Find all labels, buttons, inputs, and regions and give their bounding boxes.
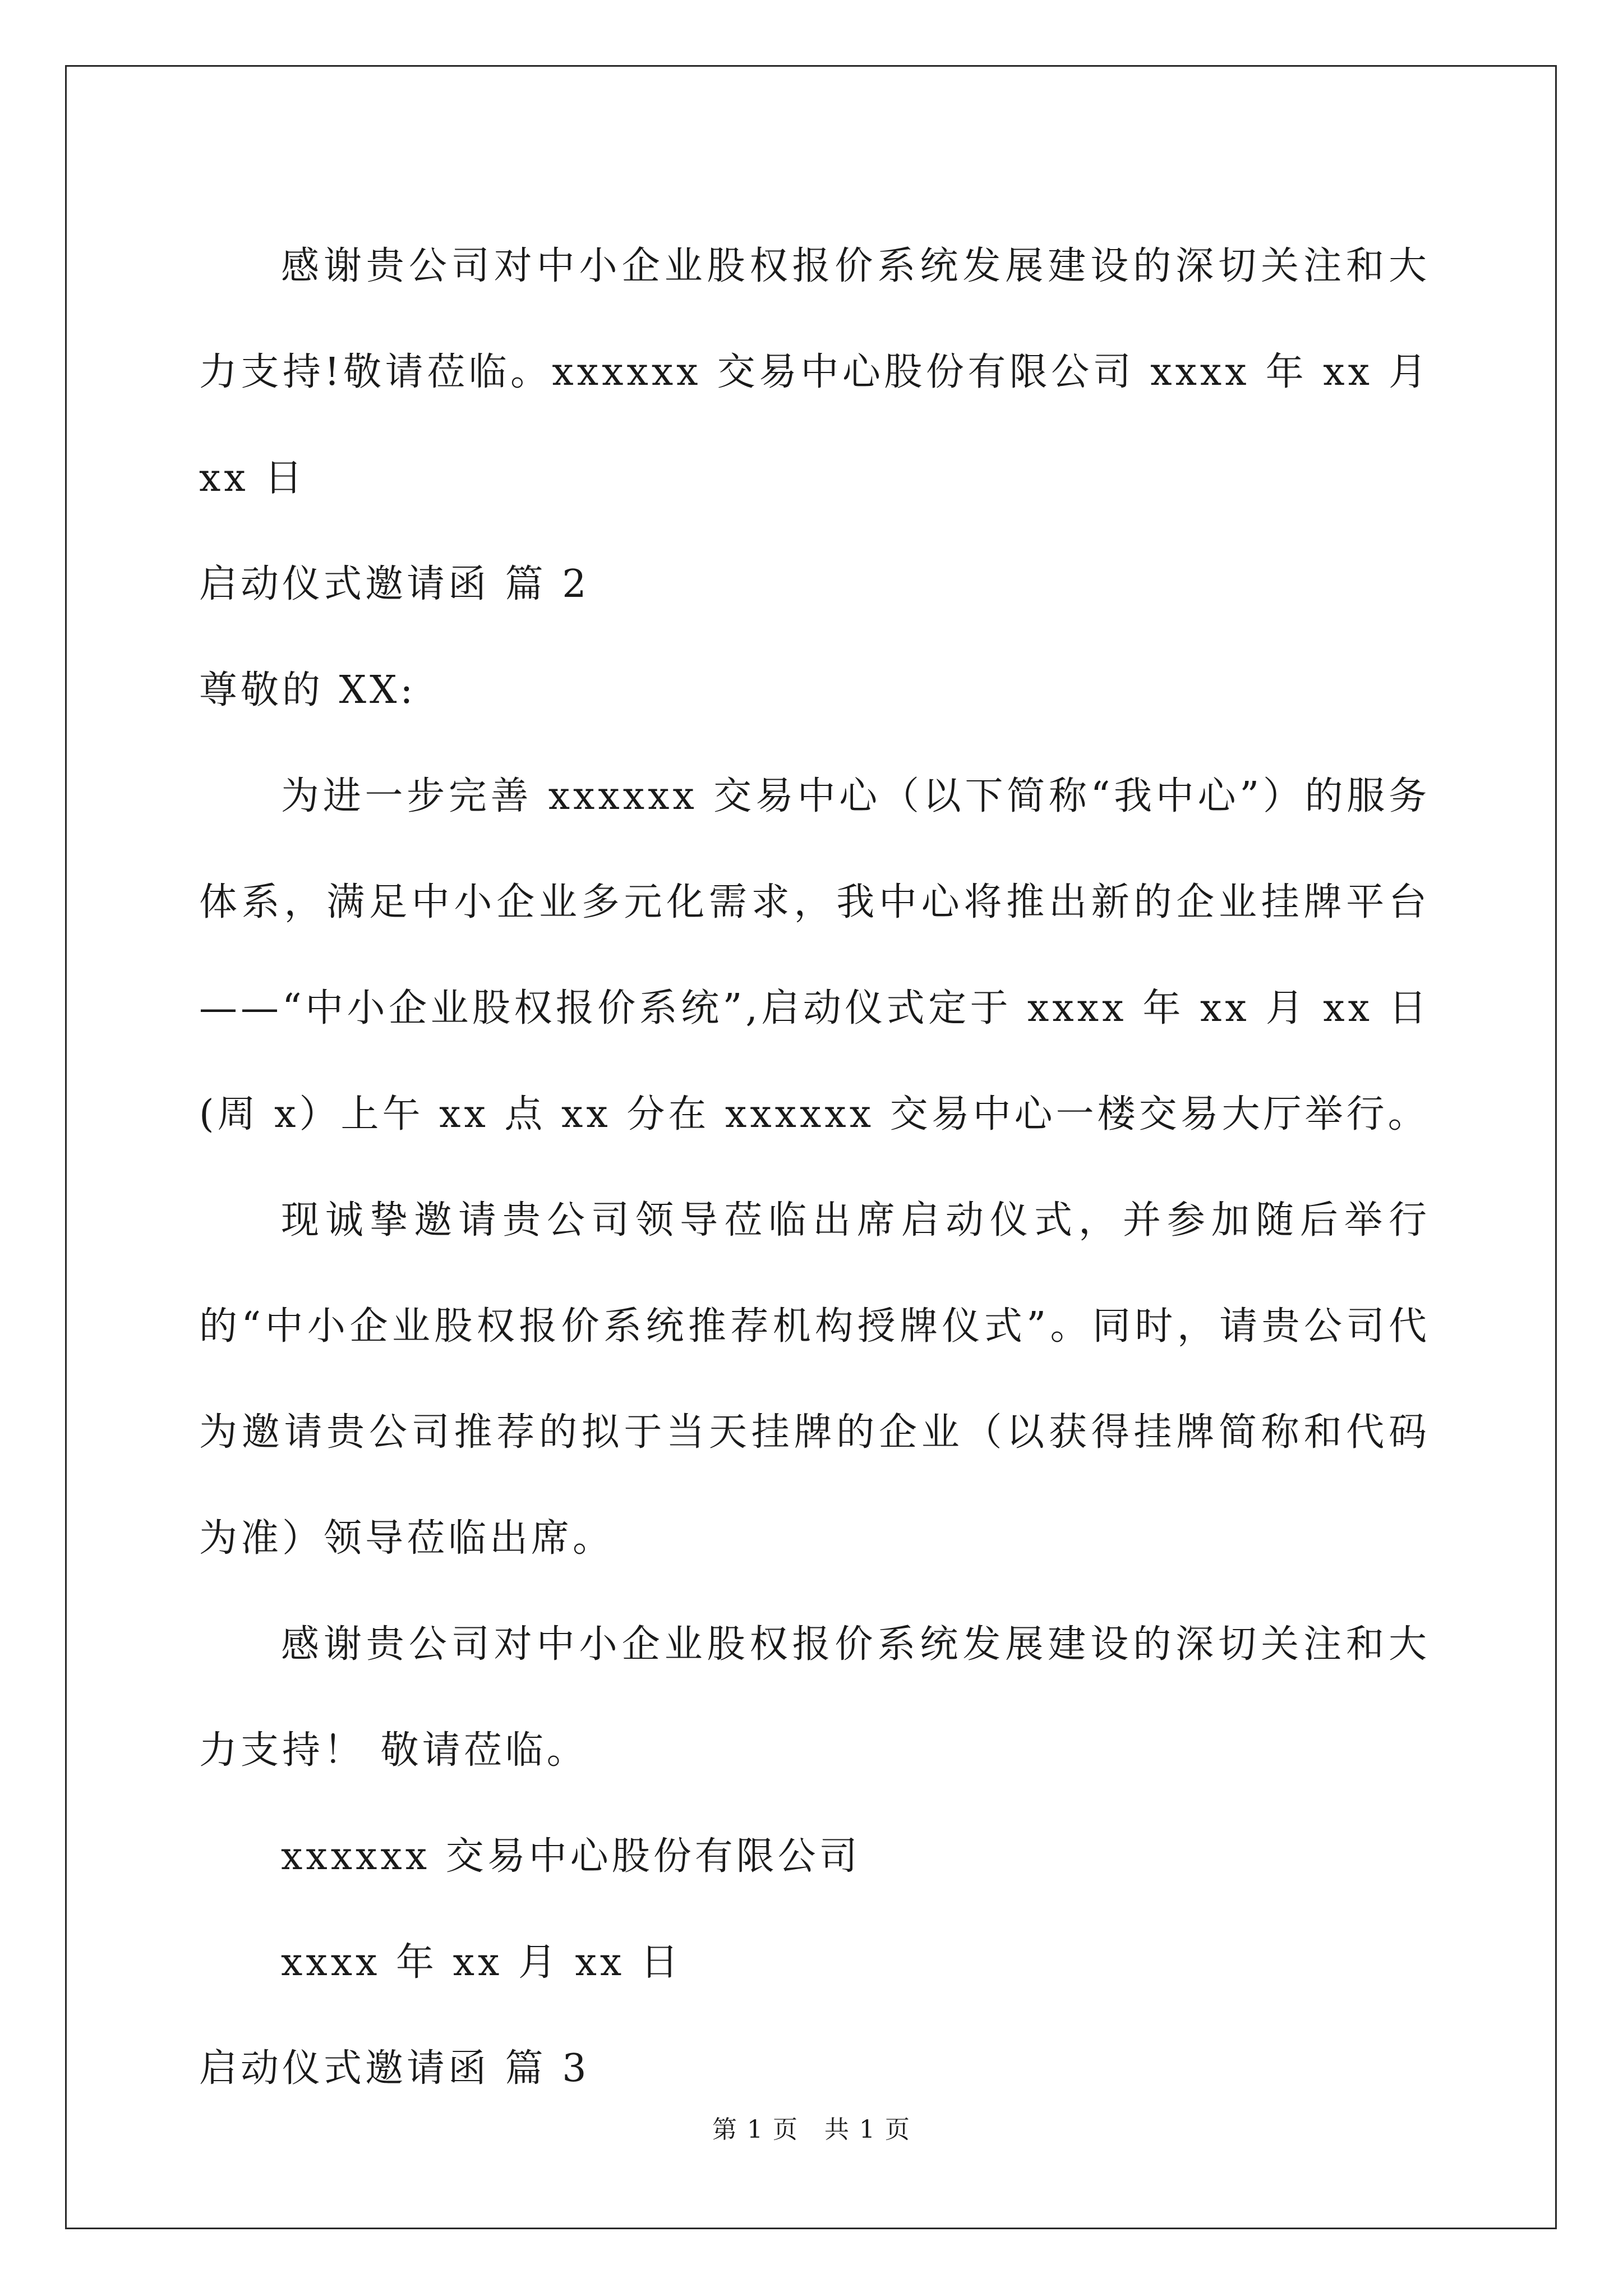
signature-company: xxxxxx 交易中心股份有限公司 [281, 1834, 861, 1879]
document-body [199, 213, 1430, 2122]
paragraph-closing: 感谢贵公司对中小企业股权报价系统发展建设的深切关注和大力支持！ 敬请莅临。 [199, 1622, 1430, 1773]
page-footer: 第 1 页 共 1 页 [712, 2115, 911, 2144]
paragraph-thanks: 感谢贵公司对中小企业股权报价系统发展建设的深切关注和大力支持!敬请莅临。xxxxxx 交易中心股份有限公司 xxxx 年 xx 月 xx 日 [199, 244, 1430, 500]
signature-date: xxxx 年 xx 月 xx 日 [281, 1940, 682, 1985]
section-heading-3: 启动仪式邀请函 篇 3 [199, 2046, 590, 2091]
section-heading-2: 启动仪式邀请函 篇 2 [199, 562, 590, 606]
paragraph-invitation: 现诚挚邀请贵公司领导莅临出席启动仪式，并参加随后举行的“中小企业股权报价系统推荐机构授牌仪式”。同时，请贵公司代为邀请贵公司推荐的拟于当天挂牌的企业（以获得挂牌简称和代码为准）领导莅临出席。 [199, 1198, 1430, 1561]
paragraph-announcement: 为进一步完善 xxxxxx 交易中心（以下简称“我中心”）的服务体系，满足中小企业多元化需求，我中心将推出新的企业挂牌平台——“中小企业股权报价系统”,启动仪式定于 xxxx 年 xx 月 xx 日(周 x）上午 xx 点 xx 分在 xxxxxx 交易中心一楼交易大厅举行。 [199, 774, 1430, 1137]
salutation: 尊敬的 XX: [199, 668, 417, 712]
